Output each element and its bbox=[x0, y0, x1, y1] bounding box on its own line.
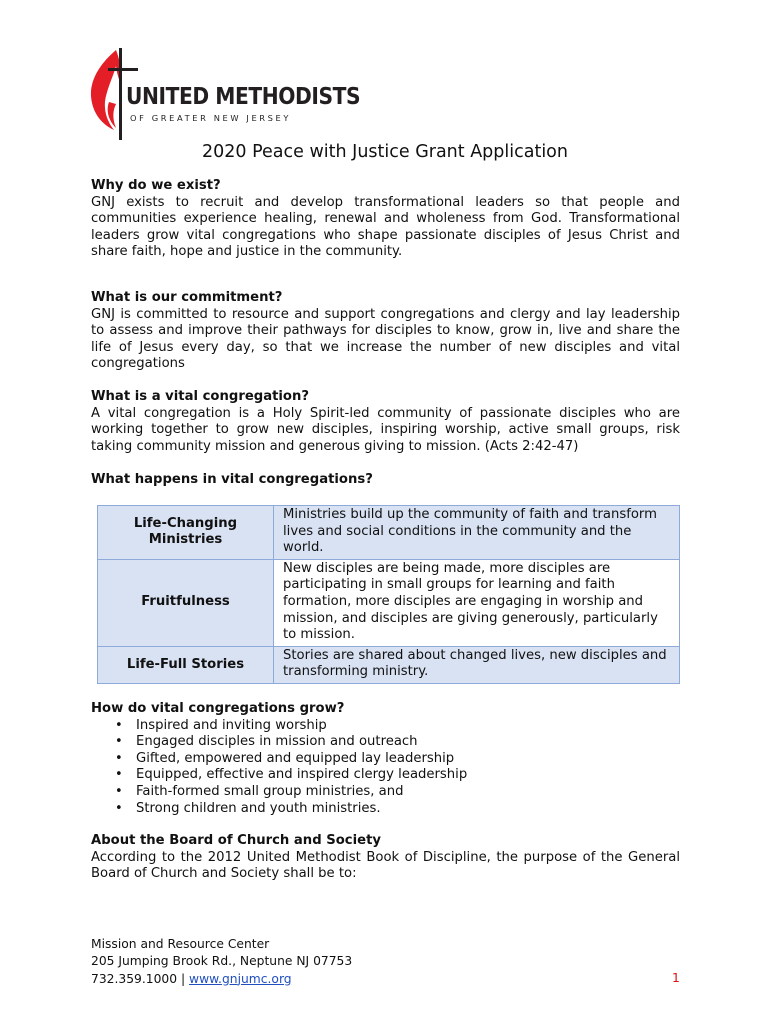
section-heading: About the Board of Church and Society bbox=[91, 833, 381, 848]
table-row-text: Stories are shared about changed lives, new disciples and transforming ministry. bbox=[274, 646, 680, 683]
footer-address: 205 Jumping Brook Rd., Neptune NJ 07753 bbox=[91, 954, 353, 969]
section-heading: How do vital congregations grow? bbox=[91, 701, 345, 716]
table-row-label: Life-Changing Ministries bbox=[98, 506, 274, 560]
section-commitment bbox=[91, 290, 680, 373]
section-body: According to the 2012 United Methodist Book of Discipline, the purpose of the General Board of Church and Society shall be to: bbox=[91, 849, 680, 882]
list-item: • Gifted, empowered and equipped lay leadership bbox=[91, 751, 680, 768]
section-heading: What is a vital congregation? bbox=[91, 389, 310, 404]
page-footer bbox=[91, 936, 352, 988]
section-heading: What happens in vital congregations? bbox=[91, 472, 373, 487]
section-vital-congregation bbox=[91, 389, 680, 455]
list-item: • Faith-formed small group ministries, and bbox=[91, 784, 680, 801]
footer-contact bbox=[91, 971, 352, 988]
section-body: A vital congregation is a Holy Spirit-led community of passionate disciples who are working together to grow new disciples, inspiring worship, active small groups, risk taking community mission and generous giving to mission. (Acts 2:42-47) bbox=[91, 405, 680, 454]
logo-subtitle: OF GREATER NEW JERSEY bbox=[130, 113, 292, 123]
table-row-label: Fruitfulness bbox=[98, 559, 274, 646]
list-item: • Equipped, effective and inspired clergy leadership bbox=[91, 767, 680, 784]
section-body: GNJ exists to recruit and develop transformational leaders so that people and communities experience healing, renewal and wholeness from God. Transformational leaders grow vital congregations who shape passionate disciples of Jesus Christ and share faith, hope and justice in the community. bbox=[91, 194, 680, 260]
vital-congregations-table bbox=[97, 505, 680, 684]
logo-brand-text: UNITED METHODISTS bbox=[126, 84, 361, 110]
page-number: 1 bbox=[672, 971, 680, 985]
section-what-happens bbox=[91, 472, 680, 489]
list-item: • Strong children and youth ministries. bbox=[91, 801, 680, 818]
grow-bullet-list bbox=[91, 718, 680, 818]
footer-line: Mission and Resource Center bbox=[91, 937, 270, 951]
table-row-text: Ministries build up the community of faith and transform lives and social conditions in the community and the world. bbox=[274, 506, 680, 560]
footer-phone: 732.359.1000 | bbox=[91, 971, 190, 986]
document-title: 2020 Peace with Justice Grant Application bbox=[202, 142, 568, 162]
website-link[interactable]: www.gnjumc.org bbox=[189, 971, 292, 986]
table-row bbox=[98, 506, 680, 560]
table-row-text: New disciples are being made, more disciples are participating in small groups for learning and faith formation, more disciples are engaging in worship and mission, and disciples are giving generously, particularly to mission. bbox=[274, 559, 680, 646]
list-item: • Inspired and inviting worship bbox=[91, 718, 680, 735]
table-row bbox=[98, 559, 680, 646]
table-row bbox=[98, 646, 680, 683]
section-heading: Why do we exist? bbox=[91, 178, 221, 193]
section-how-grow bbox=[91, 701, 680, 817]
section-heading: What is our commitment? bbox=[91, 290, 283, 305]
section-body: GNJ is committed to resource and support congregations and clergy and lay leadership to assess and improve their pathways for disciples to know, grow in, live and share the life of Jesus every day, so that we increase the number of new disciples and vital congregations bbox=[91, 306, 680, 372]
gnj-logo bbox=[86, 44, 361, 144]
section-board bbox=[91, 833, 680, 883]
table-row-label: Life-Full Stories bbox=[98, 646, 274, 683]
section-why-exist bbox=[91, 178, 680, 261]
list-item: • Engaged disciples in mission and outreach bbox=[91, 734, 680, 751]
